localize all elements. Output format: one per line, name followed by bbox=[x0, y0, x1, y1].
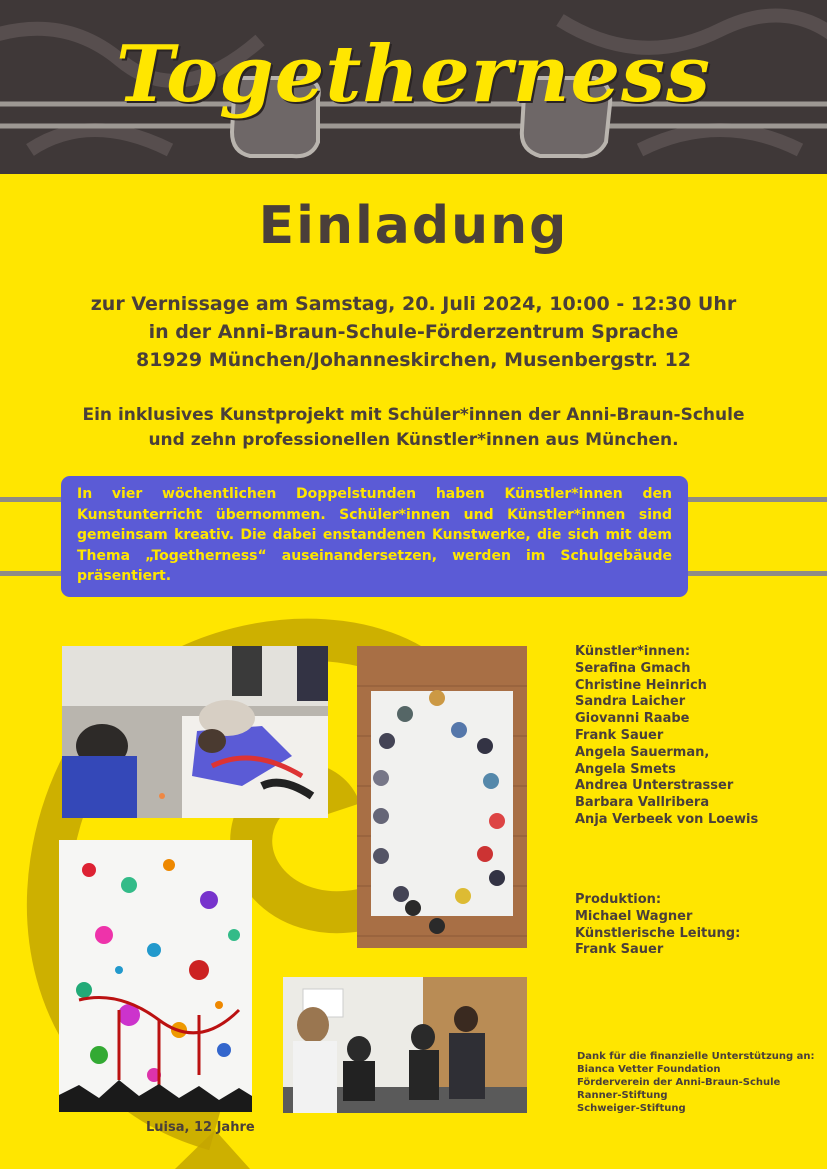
invitation-heading: Einladung bbox=[258, 196, 569, 256]
project-line-1: Ein inklusives Kunstprojekt mit Schüler*innen der Anni-Braun-Schule bbox=[82, 405, 745, 425]
artist-name: Giovanni Raabe bbox=[575, 711, 690, 727]
event-details bbox=[0, 290, 827, 374]
info-box bbox=[61, 476, 688, 597]
photo-students-classroom bbox=[283, 977, 527, 1113]
photo-splatter-painting bbox=[59, 840, 252, 1112]
producer-name: Michael Wagner bbox=[575, 908, 693, 924]
artist-name: Sandra Laicher bbox=[575, 694, 686, 710]
header-banner bbox=[0, 0, 827, 174]
info-text: In vier wöchentlichen Doppelstunden haben Künstler*innen den Kunstunterricht übernommen. Schüler*innen und Künstler*innen sind gemeinsam kreativ. Die dabei enstandenen Kunstwerke, die sich mit dem Thema „Togetherness“ auseinandersetzen, werden im Schulgebäude präsentiert. bbox=[77, 486, 672, 584]
project-line-2: und zehn professionellen Künstler*innen aus München. bbox=[148, 430, 679, 450]
artist-name: Christine Heinrich bbox=[575, 677, 707, 693]
sponsors-list bbox=[577, 1050, 815, 1115]
event-venue: in der Anni-Braun-Schule-Förderzentrum Sprache bbox=[148, 321, 679, 343]
artist-name: Serafina Gmach bbox=[575, 660, 691, 676]
production-credits bbox=[575, 892, 740, 959]
poster-title: Togetherness bbox=[116, 29, 711, 120]
event-date-time: zur Vernissage am Samstag, 20. Juli 2024, 10:00 - 12:30 Uhr bbox=[90, 293, 737, 315]
lead-name: Frank Sauer bbox=[575, 942, 664, 958]
photo-students-circle bbox=[357, 646, 527, 948]
sponsor-name: Bianca Vetter Foundation bbox=[577, 1064, 721, 1075]
thanks-heading: Dank für die finanzielle Unterstützung an: bbox=[577, 1051, 815, 1062]
artist-name: Andrea Unterstrasser bbox=[575, 778, 734, 794]
artists-list bbox=[575, 644, 758, 829]
event-address: 81929 München/Johanneskirchen, Musenbergstr. 12 bbox=[135, 349, 692, 371]
artist-name: Angela Sauerman, bbox=[575, 744, 710, 760]
project-description bbox=[0, 403, 827, 453]
production-heading: Produktion: bbox=[575, 892, 662, 907]
sponsor-name: Ranner-Stiftung bbox=[577, 1090, 668, 1101]
artists-heading: Künstler*innen: bbox=[575, 644, 691, 659]
artist-name: Angela Smets bbox=[575, 761, 676, 777]
artist-name: Anja Verbeek von Loewis bbox=[575, 811, 759, 827]
sponsor-name: Schweiger-Stiftung bbox=[577, 1103, 686, 1114]
lead-heading: Künstlerische Leitung: bbox=[575, 925, 741, 941]
painting-caption: Luisa, 12 Jahre bbox=[146, 1120, 255, 1135]
photo-students-painting bbox=[62, 646, 328, 818]
artist-name: Barbara Vallribera bbox=[575, 795, 710, 811]
sponsor-name: Förderverein der Anni-Braun-Schule bbox=[577, 1077, 781, 1088]
artist-name: Frank Sauer bbox=[575, 727, 664, 743]
